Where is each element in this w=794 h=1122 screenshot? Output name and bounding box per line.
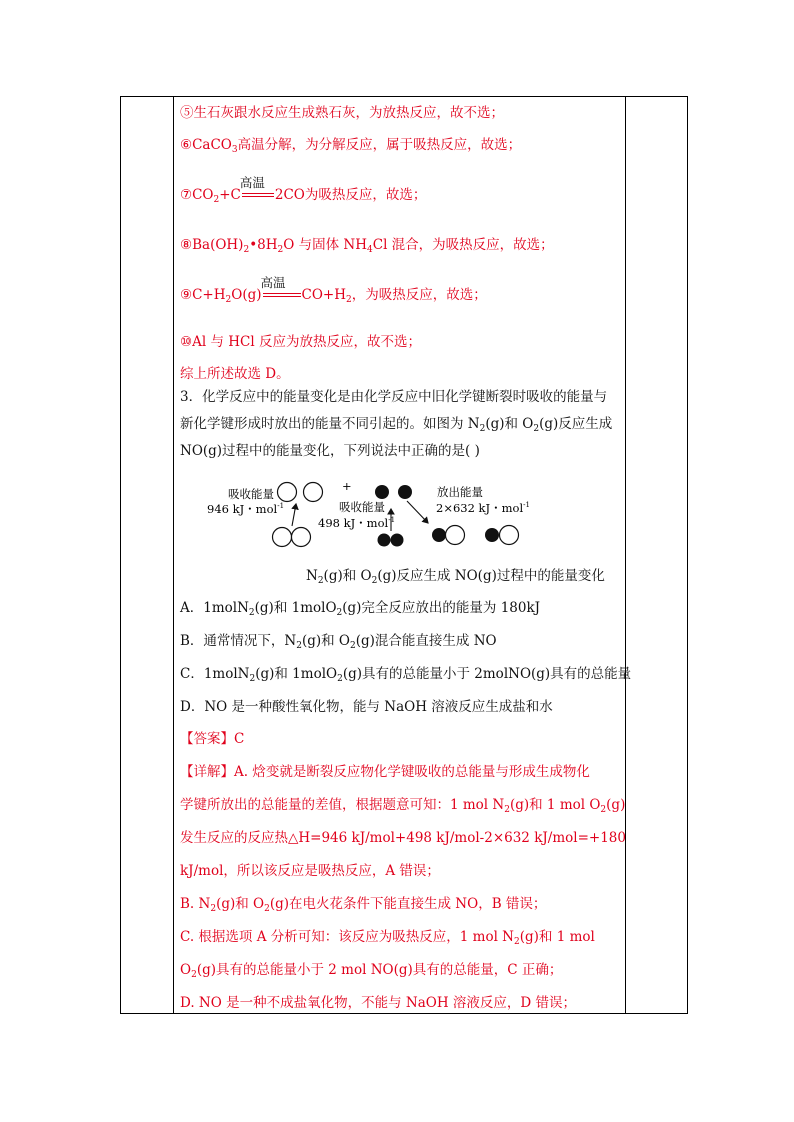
- o-atom-circle: [391, 534, 404, 547]
- n-atom-circle: [304, 483, 323, 502]
- answer: 【答案】C: [180, 731, 245, 747]
- n-atom-circle: [278, 483, 297, 502]
- option-d: D．NO 是一种酸性氧化物，能与 NaOH 溶液反应生成盐和水: [180, 699, 553, 715]
- item-10: ⑩Al 与 HCl 反应为放热反应，故不选；: [180, 334, 421, 350]
- release-arrow: [407, 501, 428, 523]
- n-atom-circle: [273, 528, 292, 547]
- release-value: 2×632 kJ・mol$^{-1}$: [436, 501, 530, 515]
- absorb-value-1: 946 kJ・mol$^{-1}$: [207, 502, 285, 516]
- option-a: A．1molN$_2$(g)和 1molO$_2$(g)完全反应放出的能量为 180kJ: [180, 600, 541, 618]
- explanation-line-1: 【详解】A. 焓变就是断裂反应物化学键吸收的总能量与形成生成物化: [180, 764, 590, 780]
- o-atom-circle: [398, 485, 412, 499]
- option-c: C．1molN$_2$(g)和 1molO$_2$(g)具有的总能量小于 2molNO(g)具有的总能量: [180, 666, 632, 684]
- explanation-line-4: kJ/mol，所以该反应是吸热反应，A 错误；: [180, 863, 440, 879]
- diagram-caption: $N_2(g)$和 $O_2(g)$反应生成 NO(g)过程中的能量变化: [306, 568, 605, 586]
- energy-change-diagram: [200, 478, 540, 553]
- item-9: $⑨C+H_2O(g)$ 高温 $CO+H_2$，为吸热反应，故选；: [180, 274, 487, 305]
- explanation-line-6: C. 根据选项 A 分析可知：该反应为吸热反应，1 mol $N_2(g)$和 1 mol: [180, 929, 595, 947]
- reaction-condition-arrow: 高温: [263, 287, 301, 305]
- explanation-line-2: 学键所放出的总能量的差值，根据题意可知：1 mol $N_2(g)$和 1 mol $O_2(g)$: [180, 797, 626, 815]
- reaction-condition-arrow: 高温: [242, 187, 274, 205]
- o-atom-circle: [485, 528, 499, 542]
- item-5: ⑤生石灰跟水反应生成熟石灰，为放热反应，故不选；: [180, 105, 504, 121]
- column-divider-left: [173, 97, 174, 1013]
- o-atom-circle: [375, 485, 389, 499]
- absorb-value-2: 498 kJ・mol$^{-1}$: [318, 516, 396, 530]
- conclusion: 综上所述故选 D。: [180, 366, 290, 382]
- absorb-label-2: 吸收能量: [339, 500, 385, 514]
- n-atom-circle: [292, 528, 311, 547]
- column-divider-right: [625, 97, 626, 1013]
- o-atom-circle: [432, 528, 446, 542]
- item-6: ⑥CaCO$_3$高温分解，为分解反应，属于吸热反应，故选；: [180, 137, 522, 155]
- question-line-1: 3．化学反应中的能量变化是由化学反应中旧化学键断裂时吸收的能量与: [180, 389, 608, 405]
- item-8: $⑧Ba(OH)_2•8H_2O$ 与固体 $NH_4Cl$ 混合，为吸热反应，故选；: [180, 237, 554, 255]
- plus-sign: +: [342, 479, 352, 493]
- explanation-line-5: B. $N_2(g)$和 $O_2(g)$在电火花条件下能直接生成 NO，B 错误；: [180, 896, 547, 914]
- n-atom-circle: [500, 526, 519, 545]
- question-line-2: 新化学键形成时放出的能量不同引起的。如图为 $N_2(g)$和 $O_2(g)$反应生成: [180, 416, 613, 434]
- option-b: B．通常情况下，$N_2(g)$和 $O_2(g)$混合能直接生成 NO: [180, 633, 497, 651]
- explanation-line-7: $O_2(g)$具有的总能量小于 2 mol NO(g)具有的总能量，C 正确；: [180, 962, 563, 980]
- explanation-line-3: 发生反应的反应热△H=946 kJ/mol+498 kJ/mol-2×632 kJ/mol=+180: [180, 830, 626, 846]
- n-atom-circle: [446, 526, 465, 545]
- o-atom-circle: [378, 534, 391, 547]
- question-line-3: NO(g)过程中的能量变化，下列说法中正确的是( ): [180, 443, 480, 459]
- explanation-line-8: D. NO 是一种不成盐氧化物，不能与 NaOH 溶液反应，D 错误；: [180, 995, 576, 1011]
- absorb-label-1: 吸收能量: [228, 487, 274, 501]
- absorb-arrow-1: [292, 504, 296, 526]
- release-label: 放出能量: [437, 485, 483, 499]
- item-7: $⑦CO_2+C$ 高温 2CO为吸热反应，故选；: [180, 174, 427, 205]
